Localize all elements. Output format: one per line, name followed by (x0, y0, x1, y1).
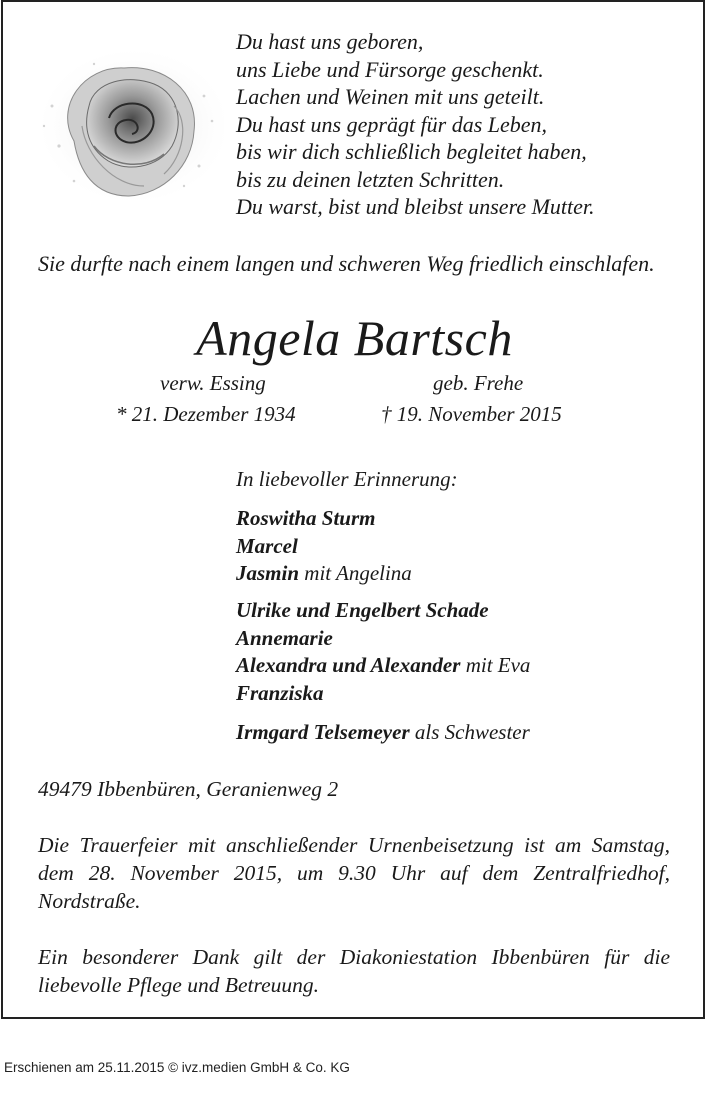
mourner-entry (236, 560, 412, 588)
address: 49479 Ibbenbüren, Geranienweg 2 (38, 777, 339, 801)
mourners-group-3 (236, 719, 530, 747)
mourner-name: Marcel (236, 533, 298, 558)
deceased-name: Angela Bartsch (196, 310, 513, 366)
poem-line: Du hast uns geboren, (236, 29, 424, 54)
mourner-name: Roswitha Sturm (236, 506, 376, 530)
mourner-entry (236, 625, 530, 653)
mourner-entry (236, 505, 412, 533)
mourner-entry (236, 597, 530, 625)
mourners-group-1 (236, 505, 412, 588)
widowed-name: verw. Essing (160, 371, 266, 395)
funeral-info: Die Trauerfeier mit anschließender Urnenbeisetzung ist am Samstag, dem 28. November 2015, um 9.30 Uhr auf dem Zentralfriedhof, Nordstraße. (38, 833, 670, 913)
mourner-suffix: mit Angelina (299, 561, 412, 585)
birth-date: * 21. Dezember 1934 (116, 402, 296, 426)
maiden-name: geb. Frehe (433, 371, 524, 395)
poem-line: Du warst, bist und bleibst unsere Mutter. (236, 194, 595, 219)
mourner-entry (236, 652, 530, 680)
poem (236, 28, 595, 221)
mourner-name: Alexandra und Alexander (236, 653, 461, 677)
mourners-group-2 (236, 597, 530, 707)
mourner-suffix: als Schwester (409, 720, 530, 744)
mourner-entry (236, 533, 412, 561)
thanks-text: Ein besonderer Dank gilt der Diakoniestation Ibbenbüren für die liebevolle Pflege und Betreuung. (38, 945, 670, 997)
mourner-entry (236, 680, 530, 708)
poem-line: uns Liebe und Fürsorge geschenkt. (236, 56, 544, 82)
mourner-name: Jasmin (236, 561, 300, 585)
mourner-name: Irmgard Telsemeyer (236, 720, 410, 744)
publication-footer: Erschienen am 25.11.2015 © ivz.medien GmbH & Co. KG (4, 1060, 350, 1075)
mourner-entry (236, 719, 530, 747)
poem-line: bis zu deinen letzten Schritten. (236, 166, 505, 192)
mourner-name: Annemarie (236, 625, 333, 650)
memory-heading: In liebevoller Erinnerung: (236, 467, 458, 491)
mourner-name: Ulrike und Engelbert Schade (236, 598, 489, 622)
mourner-name: Franziska (236, 680, 324, 705)
rose-icon (34, 46, 224, 206)
poem-line: Lachen und Weinen mit uns geteilt. (236, 84, 545, 109)
death-date: † 19. November 2015 (381, 402, 562, 426)
mourner-suffix: mit Eva (460, 653, 531, 677)
poem-line: Du hast uns geprägt für das Leben, (236, 111, 548, 137)
poem-line: bis wir dich schließlich begleitet haben, (236, 139, 587, 164)
intro-text: Sie durfte nach einem langen und schweren Weg friedlich einschlafen. (38, 251, 655, 276)
